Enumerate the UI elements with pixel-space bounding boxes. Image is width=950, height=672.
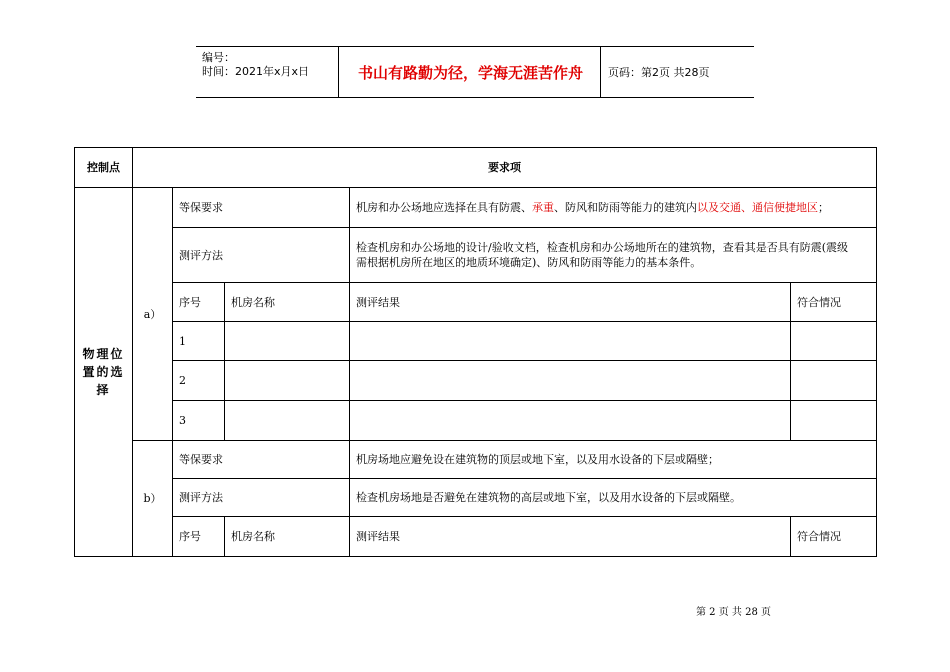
row-seq: 2 <box>173 361 225 401</box>
time-label: 时间：2021年x月x日 <box>202 65 310 78</box>
header-control-point: 控制点 <box>75 148 133 188</box>
code-label: 编号： <box>202 51 235 64</box>
col-seq: 序号 <box>173 517 225 557</box>
col-compliance: 符合情况 <box>791 283 877 322</box>
method-label: 测评方法 <box>173 228 350 283</box>
table-row <box>75 188 877 228</box>
table-row <box>75 479 877 517</box>
header-requirement: 要求项 <box>133 148 877 188</box>
col-room-name: 机房名称 <box>225 517 350 557</box>
room-name-cell[interactable] <box>225 361 350 401</box>
header-meta <box>202 51 309 79</box>
col-compliance: 符合情况 <box>791 517 877 557</box>
table-row <box>75 228 877 283</box>
method-text: 检查机房和办公场地的设计/验收文档，检查机房和办公场地所在的建筑物，查看其是否具有防震(震级 需根据机房所在地区的地质环境确定)、防风和防雨等能力的基本条件。 <box>350 228 877 283</box>
row-seq: 1 <box>173 322 225 361</box>
table-header-row <box>75 148 877 188</box>
room-name-cell[interactable] <box>225 401 350 441</box>
col-seq: 序号 <box>173 283 225 322</box>
col-result: 测评结果 <box>350 283 791 322</box>
method-label: 测评方法 <box>173 479 350 517</box>
req-text: 机房和办公场地应选择在具有防震、承重、防风和防雨等能力的建筑内以及交通、通信便捷地区； <box>350 188 877 228</box>
room-name-cell[interactable] <box>225 322 350 361</box>
table-row <box>75 322 877 361</box>
section-label: b） <box>133 441 173 557</box>
result-header-row <box>75 517 877 557</box>
requirements-table <box>74 147 877 557</box>
header-divider <box>338 47 339 97</box>
req-label: 等保要求 <box>173 441 350 479</box>
row-seq: 3 <box>173 401 225 441</box>
category-cell: 物理位置的选择 <box>75 188 133 557</box>
section-label: a） <box>133 188 173 441</box>
page-header <box>196 46 754 98</box>
compliance-cell[interactable] <box>791 322 877 361</box>
compliance-cell[interactable] <box>791 401 877 441</box>
compliance-cell[interactable] <box>791 361 877 401</box>
header-divider <box>600 47 601 97</box>
req-label: 等保要求 <box>173 188 350 228</box>
col-room-name: 机房名称 <box>225 283 350 322</box>
page-info: 页码：第2页 共28页 <box>608 66 710 79</box>
req-text: 机房场地应避免设在建筑物的顶层或地下室，以及用水设备的下层或隔壁； <box>350 441 877 479</box>
table-row <box>75 401 877 441</box>
table-row <box>75 361 877 401</box>
result-cell[interactable] <box>350 361 791 401</box>
header-motto: 书山有路勤为径，学海无涯苦作舟 <box>357 63 583 82</box>
col-result: 测评结果 <box>350 517 791 557</box>
result-cell[interactable] <box>350 322 791 361</box>
page-footer: 第 2 页 共 28 页 <box>696 607 771 618</box>
result-cell[interactable] <box>350 401 791 441</box>
table-row <box>75 441 877 479</box>
method-text: 检查机房场地是否避免在建筑物的高层或地下室，以及用水设备的下层或隔壁。 <box>350 479 877 517</box>
result-header-row <box>75 283 877 322</box>
